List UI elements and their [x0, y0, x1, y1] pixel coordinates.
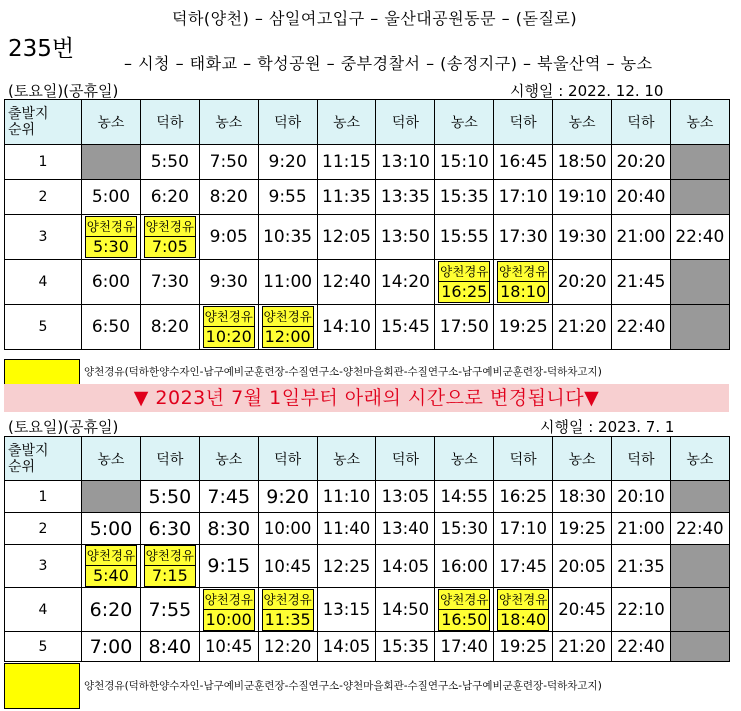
via-yangcheon-time-cell	[199, 588, 258, 632]
via-label: 양천경유	[498, 262, 548, 282]
no-service-cell	[82, 481, 141, 513]
no-service-cell	[670, 545, 729, 588]
departure-time: 5:50	[140, 481, 199, 513]
schedule-change-notice: ▼ 2023년 7월 1일부터 아래의 시간으로 변경됩니다▼	[4, 384, 729, 412]
via-label: 양천경유	[145, 217, 195, 237]
via-label: 양천경유	[263, 307, 313, 327]
via-yangcheon-legend-swatch-bottom	[4, 663, 80, 709]
timetable-before	[4, 99, 730, 350]
via-yangcheon-time-cell	[435, 260, 494, 305]
departure-time: 16:25	[441, 282, 488, 301]
departure-time: 22:40	[612, 632, 671, 662]
departure-time: 21:20	[553, 305, 612, 350]
column-header: 덕하	[140, 437, 199, 481]
departure-time: 16:25	[494, 481, 553, 513]
departure-time: 13:05	[376, 481, 435, 513]
column-header: 덕하	[612, 100, 671, 145]
table-row	[5, 513, 730, 545]
departure-time: 8:20	[140, 305, 199, 350]
departure-time: 19:25	[494, 305, 553, 350]
departure-order: 3	[5, 545, 82, 588]
via-yangcheon-time-cell	[82, 545, 141, 588]
departure-time: 17:10	[494, 180, 553, 215]
via-label: 양천경유	[204, 590, 254, 610]
column-header: 덕하	[258, 100, 317, 145]
departure-time: 10:45	[258, 545, 317, 588]
departure-time: 20:20	[553, 260, 612, 305]
departure-time: 9:55	[258, 180, 317, 215]
departure-time: 5:00	[82, 513, 141, 545]
header-row	[5, 100, 730, 145]
via-label: 양천경유	[204, 307, 254, 327]
departure-order: 1	[5, 145, 82, 180]
departure-time: 18:30	[553, 481, 612, 513]
departure-time: 8:20	[199, 180, 258, 215]
departure-time: 13:15	[317, 588, 376, 632]
departure-time: 10:20	[205, 327, 252, 346]
no-service-cell	[670, 145, 729, 180]
departure-time: 21:35	[612, 545, 671, 588]
column-header: 덕하	[376, 100, 435, 145]
departure-time: 6:50	[82, 305, 141, 350]
departure-time: 14:50	[376, 588, 435, 632]
column-header: 덕하	[258, 437, 317, 481]
no-service-cell	[670, 260, 729, 305]
day-type-label-before: (토요일)(공휴일)	[8, 82, 119, 100]
departure-time: 7:00	[82, 632, 141, 662]
departure-time: 20:45	[553, 588, 612, 632]
departure-time: 15:45	[376, 305, 435, 350]
effective-date-after: 시행일 : 2023. 7. 1	[540, 418, 675, 436]
departure-time: 19:30	[553, 215, 612, 260]
departure-time: 5:00	[82, 180, 141, 215]
column-header: 덕하	[376, 437, 435, 481]
via-yangcheon-time-cell	[140, 215, 199, 260]
departure-time: 5:40	[92, 566, 129, 585]
via-label: 양천경유	[145, 546, 195, 566]
departure-time: 9:15	[199, 545, 258, 588]
via-yangcheon-highlight	[85, 545, 137, 587]
route-stops-line-2: – 시청 – 태화교 – 학성공원 – 중부경찰서 – (송정지구) – 북울산역 – 농소	[124, 54, 653, 73]
table-row	[5, 215, 730, 260]
column-header: 농소	[82, 437, 141, 481]
timetable-after	[4, 436, 730, 662]
departure-time: 7:50	[199, 145, 258, 180]
departure-order: 5	[5, 632, 82, 662]
departure-time: 10:00	[205, 609, 252, 629]
no-service-cell	[670, 632, 729, 662]
departure-time: 18:10	[500, 282, 547, 301]
column-header: 농소	[199, 437, 258, 481]
departure-time: 7:15	[151, 566, 188, 585]
no-service-cell	[670, 305, 729, 350]
departure-time: 15:35	[435, 180, 494, 215]
departure-time: 20:05	[553, 545, 612, 588]
departure-time: 18:50	[553, 145, 612, 180]
via-yangcheon-highlight	[497, 589, 549, 631]
departure-time: 9:30	[199, 260, 258, 305]
departure-time: 11:10	[317, 481, 376, 513]
via-yangcheon-time-cell	[435, 588, 494, 632]
departure-time: 10:00	[258, 513, 317, 545]
via-label: 양천경유	[498, 590, 548, 610]
departure-time: 7:30	[140, 260, 199, 305]
via-label: 양천경유	[86, 217, 136, 237]
via-yangcheon-highlight	[438, 589, 490, 631]
via-label: 양천경유	[263, 590, 313, 610]
departure-time: 21:45	[612, 260, 671, 305]
no-service-cell	[82, 145, 141, 180]
route-number: 235번	[8, 36, 75, 62]
departure-time: 6:00	[82, 260, 141, 305]
departure-time: 7:45	[199, 481, 258, 513]
order-header-line2: 순위	[8, 122, 36, 138]
departure-time: 9:20	[258, 145, 317, 180]
departure-time: 15:55	[435, 215, 494, 260]
via-label: 양천경유	[86, 546, 136, 566]
departure-time: 11:15	[317, 145, 376, 180]
departure-time: 22:10	[612, 588, 671, 632]
via-yangcheon-highlight	[438, 261, 490, 303]
column-header: 농소	[553, 437, 612, 481]
via-yangcheon-highlight	[262, 589, 314, 631]
route-stops-line-1: 덕하(양천) – 삼일여고입구 – 울산대공원동문 – (돋질로)	[172, 9, 578, 28]
departure-time: 7:55	[140, 588, 199, 632]
departure-order: 4	[5, 588, 82, 632]
departure-time: 19:10	[553, 180, 612, 215]
column-header: 농소	[553, 100, 612, 145]
order-header-line1: 출발지	[8, 106, 49, 122]
column-header: 농소	[435, 100, 494, 145]
departure-time: 19:25	[553, 513, 612, 545]
departure-time: 14:20	[376, 260, 435, 305]
via-yangcheon-legend-text: 양천경유(덕하한양수자인-남구예비군훈련장-수질연구소-양천마을회관-수질연구소-남구예비군훈련장-덕하차고지)	[84, 366, 602, 378]
header-row	[5, 437, 730, 481]
departure-time: 13:40	[376, 513, 435, 545]
via-yangcheon-highlight	[85, 216, 137, 258]
departure-time: 14:05	[376, 545, 435, 588]
column-header: 농소	[317, 100, 376, 145]
departure-time: 17:40	[435, 632, 494, 662]
departure-time: 17:30	[494, 215, 553, 260]
column-header: 덕하	[494, 100, 553, 145]
table-row	[5, 180, 730, 215]
order-header-line2: 순위	[8, 458, 36, 475]
departure-time: 21:00	[612, 513, 671, 545]
departure-order: 2	[5, 180, 82, 215]
departure-time: 20:10	[612, 481, 671, 513]
via-yangcheon-time-cell	[494, 588, 553, 632]
table-row	[5, 305, 730, 350]
table-row	[5, 545, 730, 588]
table-row	[5, 145, 730, 180]
departure-time: 17:45	[494, 545, 553, 588]
departure-time: 8:40	[140, 632, 199, 662]
departure-time: 16:50	[441, 609, 488, 629]
via-yangcheon-highlight	[144, 216, 196, 258]
departure-time: 12:05	[317, 215, 376, 260]
via-label: 양천경유	[439, 590, 489, 610]
departure-time: 11:35	[264, 609, 311, 629]
via-yangcheon-legend-swatch	[4, 359, 80, 385]
via-yangcheon-time-cell	[258, 305, 317, 350]
departure-time: 11:00	[258, 260, 317, 305]
departure-time: 12:00	[264, 327, 311, 346]
departure-time: 11:40	[317, 513, 376, 545]
no-service-cell	[670, 180, 729, 215]
departure-time: 6:20	[140, 180, 199, 215]
departure-time: 8:30	[199, 513, 258, 545]
table-row	[5, 632, 730, 662]
departure-time: 13:50	[376, 215, 435, 260]
via-yangcheon-highlight	[203, 306, 255, 348]
departure-time: 21:20	[553, 632, 612, 662]
departure-time: 5:30	[92, 237, 129, 256]
via-yangcheon-time-cell	[82, 215, 141, 260]
via-yangcheon-highlight	[497, 261, 549, 303]
via-yangcheon-legend-text-bottom: 양천경유(덕하한양수자인-남구예비군훈련장-수질연구소-양천마을회관-수질연구소-남구예비군훈련장-덕하차고지)	[84, 680, 602, 692]
departure-time: 9:20	[258, 481, 317, 513]
via-yangcheon-time-cell	[140, 545, 199, 588]
no-service-cell	[670, 588, 729, 632]
departure-time: 20:40	[612, 180, 671, 215]
departure-time: 13:10	[376, 145, 435, 180]
column-header: 농소	[670, 100, 729, 145]
departure-time: 20:20	[612, 145, 671, 180]
column-header: 덕하	[612, 437, 671, 481]
departure-time: 18:40	[500, 609, 547, 629]
via-yangcheon-highlight	[203, 589, 255, 631]
via-yangcheon-time-cell	[494, 260, 553, 305]
departure-time: 17:50	[435, 305, 494, 350]
departure-time: 14:05	[317, 632, 376, 662]
departure-time: 16:45	[494, 145, 553, 180]
departure-time: 22:40	[612, 305, 671, 350]
departure-time: 15:10	[435, 145, 494, 180]
departure-time: 6:20	[82, 588, 141, 632]
departure-time: 13:35	[376, 180, 435, 215]
departure-order: 4	[5, 260, 82, 305]
departure-time: 10:35	[258, 215, 317, 260]
day-type-label-after: (토요일)(공휴일)	[8, 418, 119, 436]
departure-order: 2	[5, 513, 82, 545]
departure-time: 22:40	[670, 513, 729, 545]
via-yangcheon-time-cell	[199, 305, 258, 350]
departure-time: 12:25	[317, 545, 376, 588]
table-row	[5, 588, 730, 632]
column-header: 농소	[317, 437, 376, 481]
departure-time: 15:30	[435, 513, 494, 545]
departure-time: 12:40	[317, 260, 376, 305]
column-header: 농소	[82, 100, 141, 145]
column-header: 농소	[435, 437, 494, 481]
via-yangcheon-highlight	[144, 545, 196, 587]
departure-order: 5	[5, 305, 82, 350]
departure-time: 21:00	[612, 215, 671, 260]
no-service-cell	[670, 481, 729, 513]
departure-time: 14:55	[435, 481, 494, 513]
departure-time: 12:20	[258, 632, 317, 662]
column-header: 덕하	[140, 100, 199, 145]
order-column-header	[5, 100, 82, 145]
departure-time: 22:40	[670, 215, 729, 260]
departure-time: 15:35	[376, 632, 435, 662]
departure-time: 7:05	[151, 237, 188, 256]
departure-time: 11:35	[317, 180, 376, 215]
via-label: 양천경유	[439, 262, 489, 282]
departure-time: 19:25	[494, 632, 553, 662]
departure-time: 6:30	[140, 513, 199, 545]
via-yangcheon-highlight	[262, 306, 314, 348]
table-row	[5, 260, 730, 305]
departure-time: 5:50	[140, 145, 199, 180]
departure-time: 17:10	[494, 513, 553, 545]
via-yangcheon-time-cell	[258, 588, 317, 632]
order-header-line1: 출발지	[8, 442, 49, 459]
column-header: 농소	[199, 100, 258, 145]
departure-time: 10:45	[199, 632, 258, 662]
departure-time: 14:10	[317, 305, 376, 350]
departure-time: 16:00	[435, 545, 494, 588]
departure-order: 3	[5, 215, 82, 260]
column-header: 농소	[670, 437, 729, 481]
departure-time: 9:05	[199, 215, 258, 260]
departure-order: 1	[5, 481, 82, 513]
order-column-header	[5, 437, 82, 481]
column-header: 덕하	[494, 437, 553, 481]
table-row	[5, 481, 730, 513]
effective-date-before: 시행일 : 2022. 12. 10	[510, 82, 664, 100]
